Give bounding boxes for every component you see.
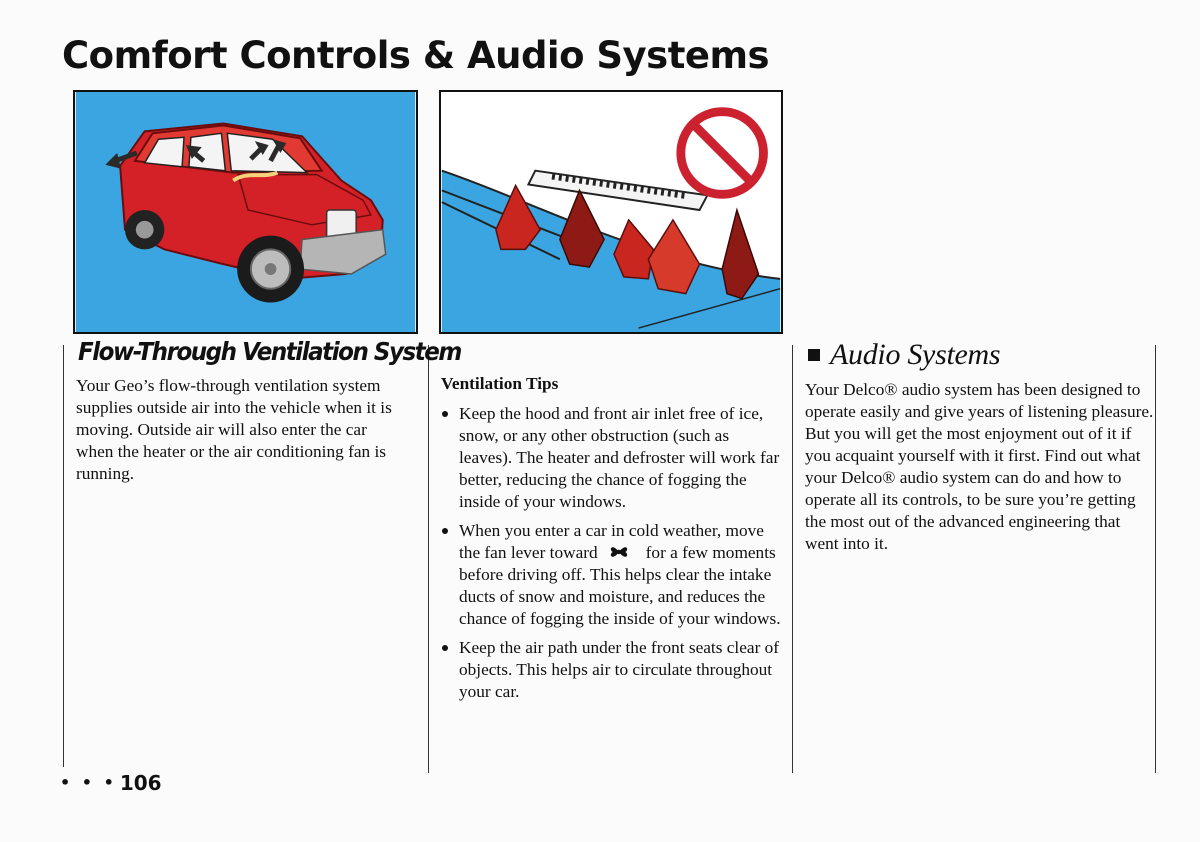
leaves-blocking-inlet-icon [441, 92, 781, 332]
ventilation-tips-list [440, 403, 785, 710]
page-title: Comfort Controls & Audio Systems [62, 34, 770, 77]
fan-icon [608, 543, 630, 561]
page-number [60, 771, 162, 795]
audio-heading-text: Audio Systems [830, 338, 1001, 371]
tip-item [440, 403, 785, 513]
tip-text-continued: for a few moments before driving off. This helps clear the intake ducts of snow and moisture, and reduces the chance of fogging the inside of your windows. [459, 543, 781, 628]
page-number-value: 106 [119, 771, 162, 795]
car-ventilation-illustration [73, 90, 418, 334]
audio-systems-heading [808, 338, 1000, 372]
bullet-icon [442, 645, 448, 651]
square-bullet-icon [808, 349, 820, 361]
tip-text: Keep the hood and front air inlet free of ice, snow, or any other obstruction (such as leaves). The heater and defroster will work far better, reducing the chance of fogging the inside of your windows. [459, 404, 780, 511]
flow-through-body: Your Geo’s flow-through ventilation system supplies outside air into the vehicle when it is moving. Outside air will also enter the car when the heater or the air conditioning fan is running. [76, 376, 392, 483]
flow-through-heading: Flow-Through Ventilation System [78, 337, 461, 366]
column-rule-left [63, 345, 64, 767]
bullet-icon [442, 411, 448, 417]
column-rule-middle [428, 345, 429, 773]
tip-text: Keep the air path under the front seats clear of objects. This helps air to circulate throughout your car. [459, 638, 780, 701]
red-suv-airflow-icon [75, 92, 416, 332]
bullet-icon [442, 528, 448, 534]
tip-text: When you enter a car in cold weather, move the fan lever toward [459, 521, 764, 562]
page-number-dots: • • • [60, 773, 117, 792]
tip-item [440, 637, 785, 703]
leaves-inlet-illustration [439, 90, 783, 334]
column-rule-right [792, 345, 793, 773]
tip-item [440, 520, 785, 630]
audio-systems-body: Your Delco® audio system has been designed to operate easily and give years of listening pleasure. But you will get the most enjoyment out of it if you acquaint yourself with it first. Find out what your Delco® audio system can do and how to operate all its controls, to be sure you’re getting the most out of the advanced engineering that went into it. [805, 380, 1154, 553]
ventilation-tips-heading: Ventilation Tips [441, 374, 559, 393]
